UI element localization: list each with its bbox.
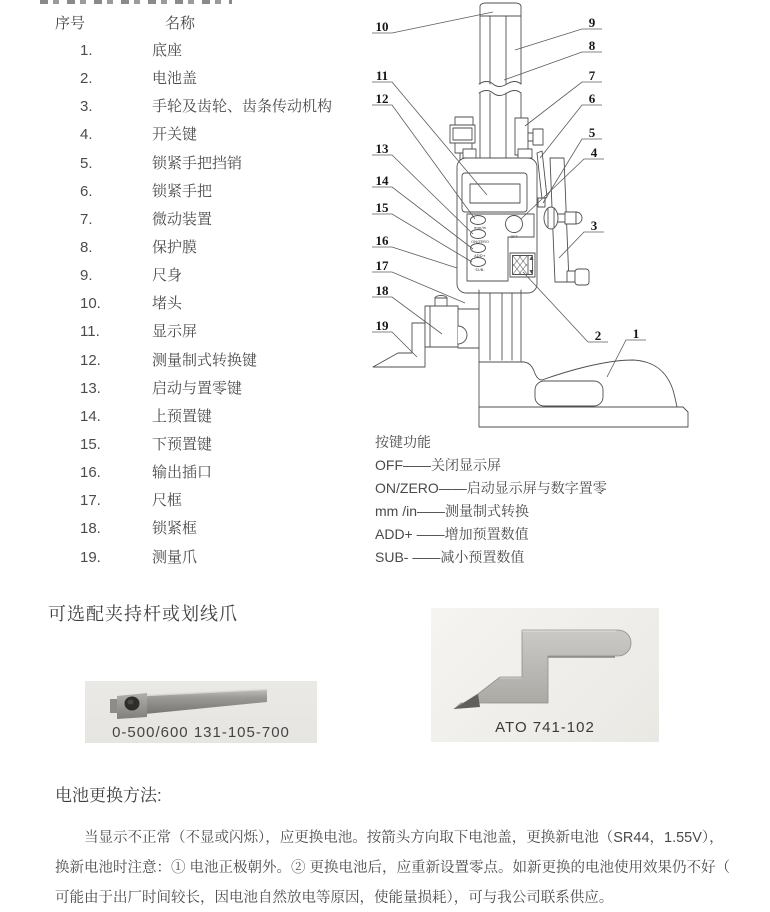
lower-beam <box>479 290 521 362</box>
callout-label: 13 <box>375 141 389 156</box>
clamp-and-claw <box>373 296 479 368</box>
key-functions-title: 按键功能 <box>375 434 431 450</box>
part-number: 19. <box>80 548 101 566</box>
part-number: 2. <box>80 70 93 88</box>
callout-label: 10 <box>375 19 389 34</box>
part-number: 1. <box>80 42 93 59</box>
callout-label: 6 <box>588 91 596 106</box>
part-number: 15. <box>80 435 101 453</box>
part-number: 7. <box>80 210 93 228</box>
callout-label: 15 <box>375 200 389 215</box>
mm-in-button <box>471 216 486 225</box>
part-name: 堵头 <box>152 295 183 313</box>
callout-label: 9 <box>588 15 596 30</box>
callout-label: 11 <box>375 68 389 83</box>
battery-instructions <box>55 823 735 912</box>
key-function-line: mm /in——测量制式转换 <box>375 503 529 519</box>
callout-label: 16 <box>375 233 389 248</box>
clamp-rod-photo <box>85 681 317 743</box>
cutoff-text-fragment <box>40 0 232 4</box>
slider-body <box>457 149 537 293</box>
off-button <box>506 216 523 233</box>
battery-line: 可能由于出厂时间较长，因电池自然放电等原因，使能量损耗），可与我公司联系供应。 <box>55 890 614 906</box>
table-row <box>0 65 365 93</box>
table-row <box>0 515 365 543</box>
table-row <box>0 431 365 459</box>
callout-label: 8 <box>588 38 596 53</box>
battery-heading: 电池更换方法: <box>55 786 162 805</box>
table-row <box>0 37 365 65</box>
key-function-line: OFF——关闭显示屏 <box>375 457 501 473</box>
table-row <box>0 150 365 178</box>
callout-label: 5 <box>588 125 596 140</box>
on-zero-label: ON/ZERO <box>471 239 489 244</box>
clamp-rod-caption: 0-500/600 131-105-700 <box>112 724 290 741</box>
table-row <box>0 487 365 515</box>
height-gauge-diagram <box>355 0 770 440</box>
base <box>479 360 688 427</box>
callout-label: 2 <box>594 328 602 343</box>
battery-line: 换新电池时注意：① 电池正极朝外。② 更换电池后，应重新设置零点。如新更换的电池使用效果仍不好（ <box>55 860 731 876</box>
part-name: 测量爪 <box>152 548 198 566</box>
table-row <box>0 459 365 487</box>
part-name: 电池盖 <box>152 70 198 88</box>
part-number: 9. <box>80 267 93 285</box>
key-function-line: SUB- ——减小预置数值 <box>375 549 525 565</box>
callout-label: 3 <box>590 218 598 233</box>
part-name: 开关键 <box>152 126 198 144</box>
part-number: 18. <box>80 520 101 538</box>
table-row <box>0 403 365 431</box>
key-function-line: ON/ZERO——启动显示屏与数字置零 <box>375 480 607 496</box>
table-row <box>0 93 365 121</box>
part-number: 14. <box>80 407 101 425</box>
part-name: 下预置键 <box>152 435 213 453</box>
callout-label: 7 <box>588 68 596 83</box>
scriber-tip <box>454 694 480 709</box>
part-name: 锁紧框 <box>152 520 198 538</box>
part-number: 5. <box>80 154 93 172</box>
sub-label: SUB- <box>475 267 485 272</box>
part-name: 底座 <box>152 42 183 59</box>
table-row <box>0 178 365 206</box>
part-number: 8. <box>80 238 93 256</box>
accessories-heading: 可选配夹持杆或划线爪 <box>48 604 238 624</box>
table-row <box>0 262 365 290</box>
part-number: 16. <box>80 464 101 482</box>
part-name: 显示屏 <box>152 323 198 341</box>
part-name: 微动装置 <box>152 210 213 228</box>
callout-label: 12 <box>375 91 389 106</box>
off-label: OFF <box>510 234 518 239</box>
sub-button <box>471 258 486 267</box>
part-name: 启动与置零键 <box>152 379 243 397</box>
scriber-claw-photo <box>431 608 659 742</box>
part-name: 保护膜 <box>152 238 198 256</box>
part-number: 17. <box>80 492 101 510</box>
callout-label: 14 <box>375 173 389 188</box>
column-header-name: 名称 <box>165 15 196 32</box>
table-row <box>0 290 365 318</box>
add-label: ADD+ <box>474 253 486 258</box>
part-number: 12. <box>80 351 101 369</box>
table-row <box>0 206 365 234</box>
table-row <box>0 234 365 262</box>
part-name: 尺框 <box>152 492 183 510</box>
mm-in-label: mm/in <box>473 225 487 230</box>
handwheel <box>544 158 589 285</box>
table-row <box>0 121 365 149</box>
part-name: 锁紧手把挡销 <box>152 154 243 172</box>
part-name: 手轮及齿轮、齿条传动机构 <box>152 98 333 116</box>
battery-cover <box>510 253 535 277</box>
battery-line: 当显示不正常（不显或闪烁），应更换电池。按箭头方向取下电池盖，更换新电池（SR44，1.55V）， <box>84 830 724 846</box>
key-functions <box>375 431 735 569</box>
part-number: 6. <box>80 182 93 200</box>
part-number: 13. <box>80 379 101 397</box>
callout-label: 17 <box>375 258 389 273</box>
table-row <box>0 375 365 403</box>
key-function-line: ADD+ ——增加预置数值 <box>375 526 529 542</box>
callout-label: 1 <box>632 326 640 341</box>
part-name: 测量制式转换键 <box>152 351 258 369</box>
part-number: 11. <box>80 323 100 341</box>
table-row <box>0 544 365 572</box>
table-row <box>0 318 365 346</box>
table-row <box>0 347 365 375</box>
part-number: 4. <box>80 126 93 144</box>
callout-label: 19 <box>375 318 389 333</box>
part-name: 尺身 <box>152 267 183 285</box>
part-number: 10. <box>80 295 101 313</box>
column-header-index: 序号 <box>55 15 86 32</box>
part-number: 3. <box>80 98 93 116</box>
part-name: 上预置键 <box>152 407 213 425</box>
part-name: 输出插口 <box>152 464 213 482</box>
scriber-claw-caption: ATO 741-102 <box>495 719 595 736</box>
parts-table <box>0 37 365 572</box>
part-name: 锁紧手把 <box>152 182 213 200</box>
callout-label: 4 <box>590 145 598 160</box>
callout-label: 18 <box>375 283 389 298</box>
scriber-claw-shape <box>454 630 631 709</box>
add-button <box>471 244 486 253</box>
